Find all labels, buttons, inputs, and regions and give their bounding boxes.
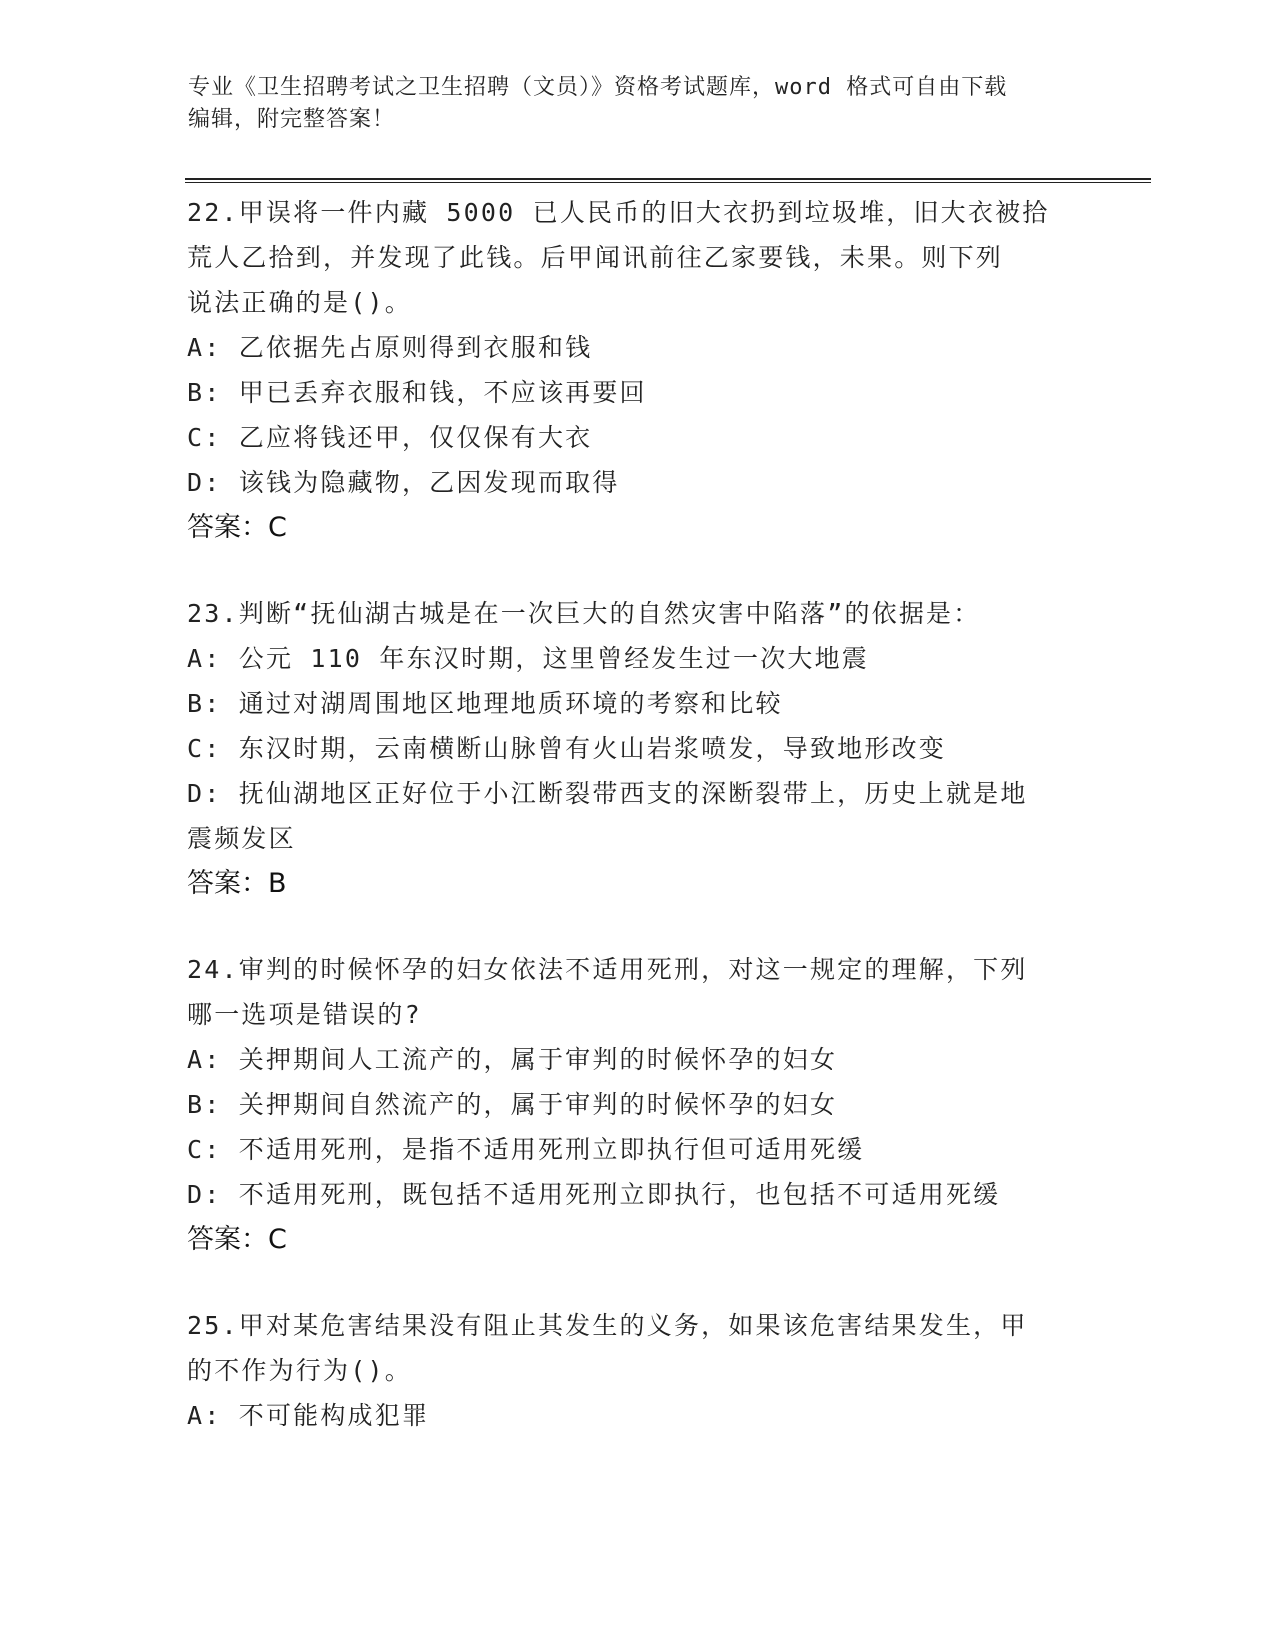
question-stem-line: 23.判断“抚仙湖古城是在一次巨大的自然灾害中陷落”的依据是： xyxy=(187,599,981,628)
answer-option: B: 甲已丢弃衣服和钱，不应该再要回 xyxy=(187,378,647,407)
question-stem-line: 说法正确的是()。 xyxy=(187,288,412,317)
answer-option: D: 不适用死刑，既包括不适用死刑立即执行，也包括不可适用死缓 xyxy=(187,1180,1001,1209)
document-header xyxy=(188,72,1068,136)
answer-option: D: 抚仙湖地区正好位于小江断裂带西支的深断裂带上，历史上就是地 xyxy=(187,779,1028,808)
header-line-2: 编辑，附完整答案！ xyxy=(188,107,396,132)
header-divider-thin xyxy=(185,182,1151,183)
answer-option: A: 关押期间人工流产的，属于审判的时候怀孕的妇女 xyxy=(187,1045,838,1074)
question-stem-line: 22.甲误将一件内藏 5000 已人民币的旧大衣扔到垃圾堆，旧大衣被拾 xyxy=(187,198,1050,227)
answer-option: C: 乙应将钱还甲，仅仅保有大衣 xyxy=(187,423,593,452)
question-stem-line: 的不作为行为()。 xyxy=(187,1356,412,1385)
answer-option: A: 公元 110 年东汉时期，这里曾经发生过一次大地震 xyxy=(187,644,870,673)
answer-option: B: 关押期间自然流产的，属于审判的时候怀孕的妇女 xyxy=(187,1090,838,1119)
question-stem-line: 荒人乙拾到，并发现了此钱。后甲闻讯前往乙家要钱，未果。则下列 xyxy=(187,243,1004,272)
question-list xyxy=(187,190,1067,1479)
answer-key: 答案：C xyxy=(187,512,287,543)
question-block xyxy=(187,1303,1067,1438)
answer-option: C: 东汉时期，云南横断山脉曾有火山岩浆喷发，导致地形改变 xyxy=(187,734,946,763)
question-stem-line: 25.甲对某危害结果没有阻止其发生的义务，如果该危害结果发生，甲 xyxy=(187,1311,1028,1340)
question-block xyxy=(187,591,1067,906)
answer-option: A: 乙依据先占原则得到衣服和钱 xyxy=(187,333,593,362)
header-line-1: 专业《卫生招聘考试之卫生招聘（文员）》资格考试题库，word 格式可自由下载 xyxy=(188,75,1008,100)
answer-option: A: 不可能构成犯罪 xyxy=(187,1401,430,1430)
question-block xyxy=(187,947,1067,1262)
answer-option: C: 不适用死刑，是指不适用死刑立即执行但可适用死缓 xyxy=(187,1135,865,1164)
answer-option: D: 该钱为隐藏物，乙因发现而取得 xyxy=(187,468,620,497)
question-stem-line: 24.审判的时候怀孕的妇女依法不适用死刑，对这一规定的理解，下列 xyxy=(187,955,1028,984)
answer-key: 答案：B xyxy=(187,868,287,899)
answer-key: 答案：C xyxy=(187,1224,287,1255)
answer-option: 震频发区 xyxy=(187,824,296,853)
question-stem-line: 哪一选项是错误的? xyxy=(187,1000,422,1029)
answer-option: B: 通过对湖周围地区地理地质环境的考察和比较 xyxy=(187,689,783,718)
header-divider xyxy=(185,178,1151,180)
question-block xyxy=(187,190,1067,550)
